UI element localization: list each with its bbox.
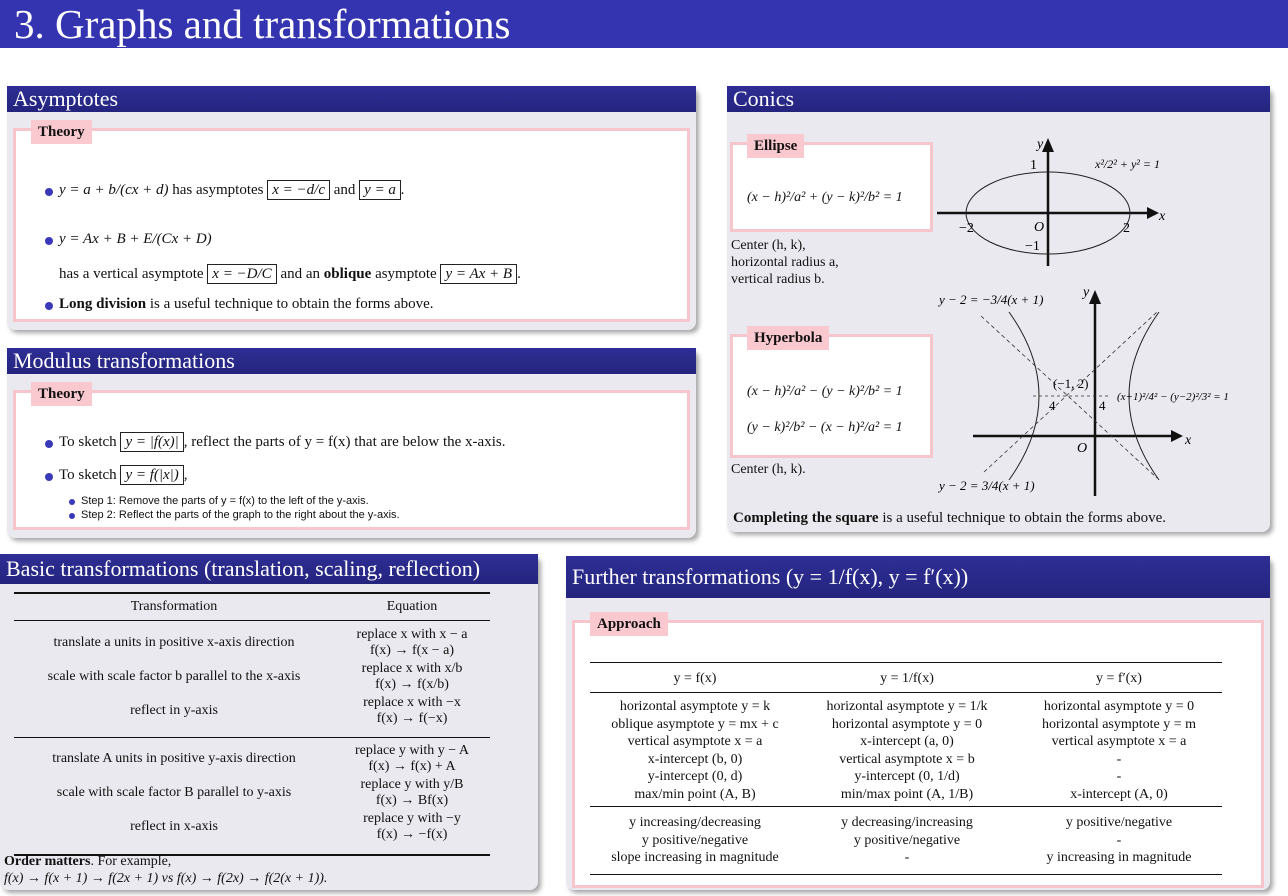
- hyperbola-graph-equation: (x+1)²/4² − (y−2)²/3² = 1: [1117, 391, 1229, 403]
- asymptote-bullet-3: [59, 296, 434, 313]
- conics-footer: [733, 510, 1166, 527]
- basic-header-rule: [14, 620, 490, 621]
- basic-row-equation-1: replace y with y − A: [354, 743, 470, 758]
- further-cell: y decreasing/increasing: [841, 815, 973, 830]
- ellipse-origin: O: [1034, 220, 1045, 235]
- conics-header: Conics: [727, 86, 1270, 112]
- hyperbola-right-distance: 4: [1099, 398, 1106, 413]
- basic-row-transformation: reflect in x-axis: [130, 819, 218, 834]
- hyperbola-y-arrow: [1089, 290, 1101, 304]
- further-cell: y-intercept (0, 1/d): [854, 769, 960, 784]
- further-header-rule: [590, 692, 1222, 693]
- further-block: [566, 556, 1270, 890]
- ellipse-graph-equation: x²/2² + y² = 1: [1095, 157, 1160, 171]
- asymptotes-theory-box: [13, 128, 690, 322]
- mod-b2-box: y = f(|x|): [120, 465, 183, 485]
- hyperbola-left-distance: 4: [1049, 398, 1056, 413]
- conics-footer-bold: Completing the square: [733, 510, 879, 526]
- further-cell: -: [1116, 832, 1122, 848]
- further-cell: y increasing/decreasing: [629, 815, 761, 830]
- basic-order-example: f(x) → f(x + 1) → f(2x + 1) vs f(x) → f(2x) → f(2(x + 1)).: [4, 871, 328, 886]
- basic-row-equation-2: f(x) → −f(x): [376, 827, 448, 842]
- ellipse-y-label: y: [1037, 137, 1044, 152]
- b2-oblique: oblique: [323, 266, 372, 282]
- asymptote-bullet-2: [59, 231, 212, 248]
- b1-and: and: [333, 182, 356, 198]
- further-cell: y increasing in magnitude: [1046, 850, 1192, 865]
- basic-middle-rule: [14, 737, 490, 738]
- basic-row-equation-2: f(x) → f(x) + A: [368, 759, 456, 774]
- further-top-rule: [590, 662, 1222, 663]
- hyperbola-lower-asymptote-label: y − 2 = 3/4(x + 1): [939, 478, 1035, 493]
- further-cell: y positive/negative: [853, 832, 961, 848]
- ellipse-bottom-label: −1: [1025, 239, 1040, 254]
- hyperbola-graph: [939, 282, 1267, 502]
- further-col-header: y = f(x): [673, 671, 717, 686]
- hyperbola-y-label: y: [1083, 285, 1090, 300]
- basic-row-transformation: translate A units in positive y-axis direction: [52, 751, 296, 766]
- mod-b2-a: To sketch: [59, 467, 117, 483]
- basic-col1-header: Transformation: [130, 599, 218, 614]
- modulus-theory-tag: Theory: [31, 382, 92, 406]
- further-approach-tag: Approach: [590, 612, 668, 636]
- b2-line2-a: has a vertical asymptote: [59, 266, 204, 282]
- further-cell: x-intercept (b, 0): [647, 751, 743, 767]
- conics-block: [727, 86, 1270, 532]
- further-cell: slope increasing in magnitude: [611, 850, 779, 865]
- hyperbola-equation-1: (x − h)²/a² − (y − k)²/b² = 1: [747, 384, 903, 399]
- further-cell: -: [1116, 769, 1122, 784]
- further-cell: -: [904, 850, 910, 865]
- basic-row-equation-1: replace y with y/B: [360, 777, 464, 792]
- ellipse-right-label: 2: [1123, 221, 1130, 236]
- asymptote-bullet-2-line2: has a vertical asymptote x = −D/C and an oblique asymptote y = Ax + B .: [59, 266, 521, 282]
- ellipse-graph: [937, 134, 1257, 274]
- basic-row-equation-2: f(x) → f(x − a): [369, 643, 455, 658]
- basic-row-transformation: scale with scale factor b parallel to the x-axis: [47, 669, 301, 684]
- hyperbola-origin: O: [1077, 441, 1088, 456]
- mod-b1-a: To sketch: [59, 434, 117, 450]
- title-bar: [0, 0, 1288, 48]
- hyperbola-upper-asymptote-label: y − 2 = −3/4(x + 1): [939, 292, 1044, 307]
- further-cell: x-intercept (A, 0): [1070, 786, 1168, 802]
- further-cell: y-intercept (0, d): [647, 769, 743, 784]
- ellipse-top-label: 1: [1030, 158, 1037, 173]
- b1-box1: x = −d/c: [267, 180, 330, 200]
- further-bottom-rule: [590, 874, 1222, 875]
- further-col-header: y = 1/f(x): [880, 671, 934, 686]
- ellipse-vertical-radius: vertical radius b.: [731, 272, 825, 287]
- further-cell: horizontal asymptote y = 1/k: [826, 699, 988, 714]
- conics-footer-rest: is a useful technique to obtain the forms above.: [882, 510, 1166, 526]
- further-header: Further transformations (y = 1/f(x), y = f′(x)): [566, 556, 1270, 598]
- b2-line2-b: and an: [280, 266, 321, 282]
- basic-row-equation-1: replace x with x/b: [361, 661, 463, 676]
- ellipse-x-arrow: [1147, 207, 1159, 219]
- b2-line2-c: asymptote: [375, 266, 437, 282]
- further-cell: oblique asymptote y = mx + c: [611, 716, 779, 732]
- basic-row-equation-2: f(x) → f(−x): [376, 711, 448, 726]
- basic-row-equation-1: replace x with −x: [363, 695, 461, 710]
- basic-row-equation-1: replace x with x − a: [356, 627, 468, 642]
- further-cell: min/max point (A, 1/B): [840, 786, 974, 802]
- further-cell: y positive/negative: [641, 832, 749, 848]
- ellipse-horizontal-radius: horizontal radius a,: [731, 255, 839, 270]
- b3-rest: is a useful technique to obtain the forms above.: [149, 296, 434, 312]
- b2-lhs: y = Ax + B + E/(Cx + D): [59, 231, 212, 247]
- hyperbola-x-arrow: [1171, 430, 1183, 442]
- hyperbola-tag: Hyperbola: [747, 326, 829, 350]
- ellipse-equation: (x − h)²/a² + (y − k)²/b² = 1: [747, 190, 903, 205]
- modulus-step-1: Step 1: Remove the parts of y = f(x) to the left of the y-axis.: [81, 495, 369, 507]
- further-cell: horizontal asymptote y = 0: [1043, 699, 1195, 714]
- hyperbola-equation-2: (y − k)²/b² − (x − h)²/a² = 1: [747, 420, 903, 435]
- basic-row-equation-1: replace y with −y: [363, 811, 461, 826]
- asymptote-bullet-1: y = a + b/(cx + d) has asymptotes x = −d/c and y = a .: [59, 182, 405, 198]
- further-cell: horizontal asymptote y = m: [1041, 716, 1197, 732]
- basic-row-transformation: translate a units in positive x-axis direction: [53, 635, 295, 650]
- modulus-header: Modulus transformations: [7, 348, 696, 374]
- modulus-bullet-1: [59, 434, 505, 451]
- basic-row-equation-2: f(x) → Bf(x): [375, 793, 449, 808]
- hyperbola-center: Center (h, k).: [731, 462, 806, 477]
- b1-lhs: y = a + b/(cx + d): [59, 182, 169, 198]
- further-cell: -: [1116, 751, 1122, 767]
- ellipse-center: Center (h, k),: [731, 238, 806, 253]
- modulus-block: [7, 348, 696, 538]
- basic-row-equation-2: f(x) → f(x/b): [375, 677, 449, 692]
- asymptotes-theory-tag: Theory: [31, 120, 92, 144]
- asymptotes-block: [7, 86, 696, 330]
- basic-row-transformation: scale with scale factor B parallel to y-axis: [56, 785, 292, 800]
- ellipse-y-arrow: [1042, 138, 1054, 152]
- basic-order-bold: Order matters: [4, 854, 91, 869]
- basic-header: Basic transformations (translation, scaling, reflection): [0, 554, 538, 584]
- b1-mid: has asymptotes: [172, 182, 264, 198]
- further-cell: x-intercept (a, 0): [860, 734, 954, 749]
- further-cell: y positive/negative: [1065, 815, 1173, 830]
- b2-box2: y = Ax + B: [440, 264, 517, 284]
- b3-bold: Long division: [59, 296, 147, 312]
- mod-b1-b: , reflect the parts of y = f(x) that are below the x-axis.: [183, 434, 506, 450]
- modulus-step-2: Step 2: Reflect the parts of the graph to the right about the y-axis.: [81, 509, 400, 521]
- further-col-header: y = f′(x): [1096, 671, 1142, 686]
- ellipse-left-label: −2: [959, 221, 974, 236]
- hyperbola-x-label: x: [1185, 433, 1192, 448]
- further-middle-rule: [590, 806, 1222, 807]
- modulus-bullet-2: To sketch y = f(|x|) ,: [59, 467, 188, 483]
- further-cell: vertical asymptote x = b: [839, 751, 975, 767]
- asymptotes-header: Asymptotes: [7, 86, 696, 112]
- basic-order-rest: . For example,: [90, 854, 172, 869]
- ellipse-tag: Ellipse: [747, 134, 804, 158]
- further-cell: max/min point (A, B): [634, 786, 756, 802]
- basic-row-transformation: reflect in y-axis: [130, 703, 218, 718]
- page-title: 3. Graphs and transformations: [14, 1, 511, 47]
- further-cell: vertical asymptote x = a: [1051, 734, 1187, 749]
- further-cell: horizontal asymptote y = 0: [831, 716, 983, 732]
- mod-b1-box: y = |f(x)|: [120, 432, 183, 452]
- b2-box1: x = −D/C: [207, 264, 276, 284]
- further-cell: horizontal asymptote y = k: [619, 699, 771, 714]
- basic-col2-header: Equation: [386, 599, 438, 614]
- b1-box2: y = a: [359, 180, 401, 200]
- basic-order-line: [4, 854, 171, 870]
- further-cell: vertical asymptote x = a: [627, 734, 763, 749]
- basic-block: [0, 554, 538, 890]
- ellipse-x-label: x: [1159, 209, 1166, 224]
- basic-top-rule: [14, 592, 490, 594]
- hyperbola-center-label: (−1, 2): [1053, 376, 1089, 391]
